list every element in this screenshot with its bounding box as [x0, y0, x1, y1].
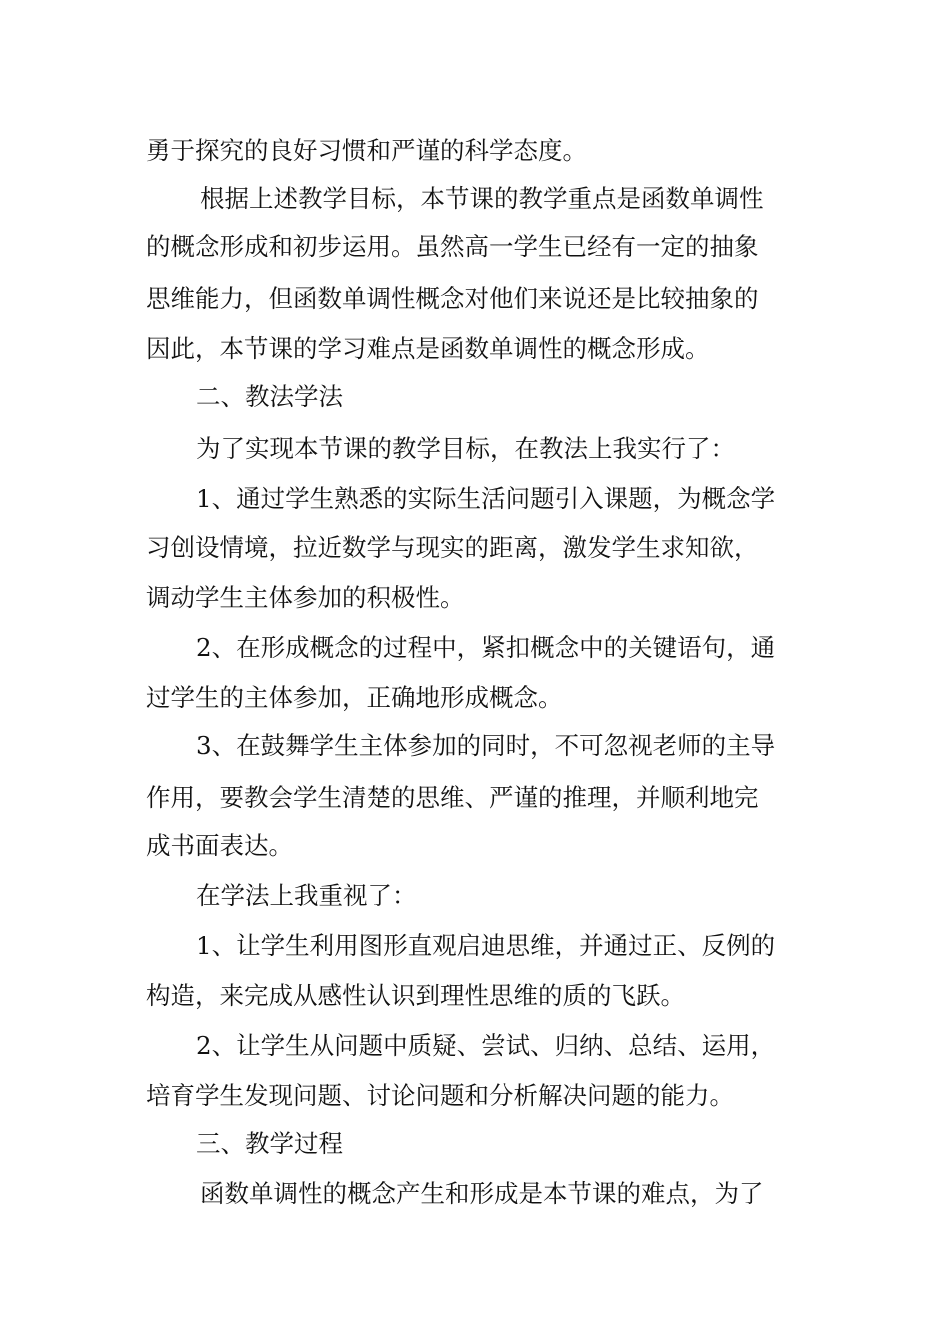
list-item: 3、在鼓舞学生主体参加的同时，不可忽视老师的主导 — [196, 731, 776, 760]
text-line: 函数单调性的概念产生和形成是本节课的难点，为了 — [200, 1179, 764, 1208]
text-line: 成书面表达。 — [146, 831, 293, 860]
text-line: 为了实现本节课的教学目标，在教法上我实行了： — [196, 434, 735, 463]
text-line: 的概念形成和初步运用。虽然高一学生已经有一定的抽象 — [146, 232, 759, 261]
section-heading: 三、教学过程 — [196, 1129, 343, 1158]
text-line: 作用，要教会学生清楚的思维、严谨的推理，并顺利地完 — [146, 783, 759, 812]
text-line: 过学生的主体参加，正确地形成概念。 — [146, 683, 563, 712]
text-line: 在学法上我重视了： — [196, 881, 417, 910]
text-line: 因此，本节课的学习难点是函数单调性的概念形成。 — [146, 334, 710, 363]
text-line: 调动学生主体参加的积极性。 — [146, 583, 465, 612]
text-line: 思维能力，但函数单调性概念对他们来说还是比较抽象的 — [146, 284, 759, 313]
section-heading: 二、教法学法 — [196, 382, 343, 411]
list-item: 2、在形成概念的过程中，紧扣概念中的关键语句，通 — [196, 633, 776, 662]
text-line: 习创设情境，拉近数学与现实的距离，激发学生求知欲， — [146, 533, 759, 562]
list-item: 1、让学生利用图形直观启迪思维，并通过正、反例的 — [196, 931, 776, 960]
text-line: 勇于探究的良好习惯和严谨的科学态度。 — [146, 136, 587, 165]
text-line: 培育学生发现问题、讨论问题和分析解决问题的能力。 — [146, 1081, 734, 1110]
text-line: 构造，来完成从感性认识到理性思维的质的飞跃。 — [146, 981, 685, 1010]
list-item: 2、让学生从问题中质疑、尝试、归纳、总结、运用， — [196, 1031, 776, 1060]
text-line: 根据上述教学目标，本节课的教学重点是函数单调性 — [200, 184, 764, 213]
list-item: 1、通过学生熟悉的实际生活问题引入课题，为概念学 — [196, 484, 776, 513]
